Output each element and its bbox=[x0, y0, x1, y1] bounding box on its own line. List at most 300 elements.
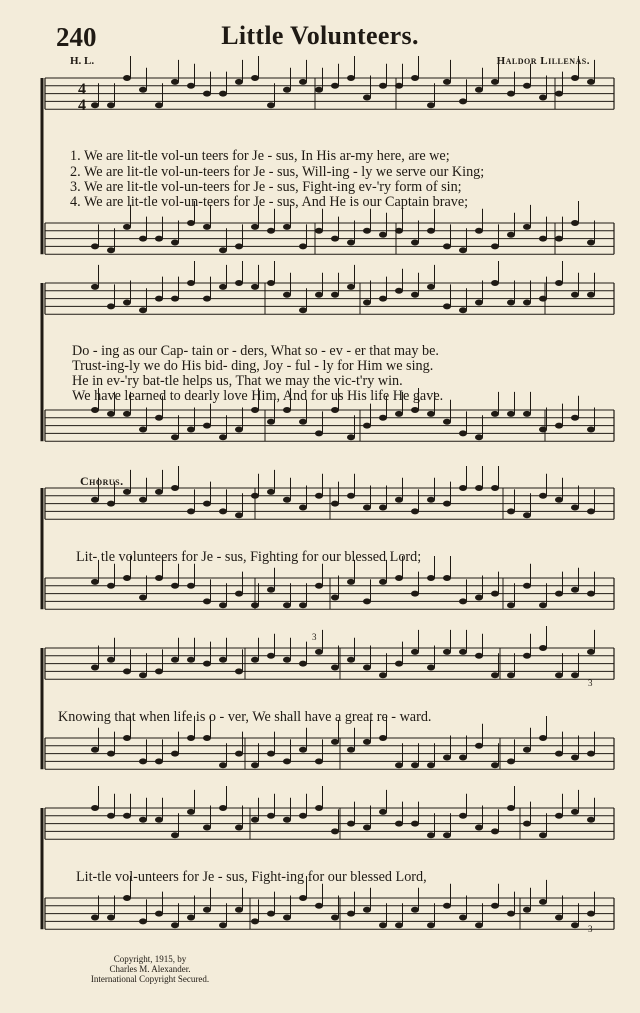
note-head bbox=[523, 747, 531, 753]
note-head bbox=[587, 79, 595, 85]
chorus-line-3: Lit-tle vol-unteers for Je - sus, Fight-ing for our blessed Lord, bbox=[76, 869, 427, 885]
note-head bbox=[235, 243, 243, 249]
note-head bbox=[267, 280, 275, 286]
note-head bbox=[443, 755, 451, 761]
note-head bbox=[475, 485, 483, 491]
note-head bbox=[555, 591, 563, 597]
note-head bbox=[267, 751, 275, 757]
note-head bbox=[475, 825, 483, 831]
note-head bbox=[539, 645, 547, 651]
note-head bbox=[475, 434, 483, 440]
note-head bbox=[539, 296, 547, 302]
note-head bbox=[395, 83, 403, 89]
note-head bbox=[363, 228, 371, 234]
note-head bbox=[555, 813, 563, 819]
note-head bbox=[459, 755, 467, 761]
author-initials: H. L. bbox=[70, 55, 95, 67]
verse-text: We are lit-tle vol-un-teers for Je - sus, Will-ing - ly we serve our King; bbox=[83, 164, 485, 180]
note-head bbox=[427, 762, 435, 768]
note-head bbox=[331, 407, 339, 413]
note-head bbox=[235, 751, 243, 757]
note-head bbox=[187, 735, 195, 741]
note-head bbox=[139, 672, 147, 678]
note-head bbox=[219, 247, 227, 253]
note-head bbox=[491, 672, 499, 678]
verse-number: 1. bbox=[70, 148, 81, 164]
note-head bbox=[187, 508, 195, 514]
note-head bbox=[379, 735, 387, 741]
note-head bbox=[187, 427, 195, 433]
note-head bbox=[235, 907, 243, 913]
note-head bbox=[507, 672, 515, 678]
note-head bbox=[107, 583, 115, 589]
note-head bbox=[139, 307, 147, 313]
note-head bbox=[219, 922, 227, 928]
verse-number: 4. bbox=[70, 194, 81, 210]
note-head bbox=[507, 602, 515, 608]
note-head bbox=[571, 292, 579, 298]
note-head bbox=[347, 240, 355, 246]
note-head bbox=[395, 497, 403, 503]
note-head bbox=[539, 493, 547, 499]
note-head bbox=[267, 489, 275, 495]
note-head bbox=[427, 922, 435, 928]
note-head bbox=[459, 98, 467, 104]
note-head bbox=[171, 657, 179, 663]
note-head bbox=[587, 751, 595, 757]
note-head bbox=[155, 489, 163, 495]
note-head bbox=[539, 899, 547, 905]
note-head bbox=[155, 911, 163, 917]
note-head bbox=[539, 735, 547, 741]
triplet-mark: 3 bbox=[588, 924, 593, 934]
note-head bbox=[475, 743, 483, 749]
note-head bbox=[491, 243, 499, 249]
note-head bbox=[427, 575, 435, 581]
note-head bbox=[427, 284, 435, 290]
note-head bbox=[395, 228, 403, 234]
note-head bbox=[539, 832, 547, 838]
note-head bbox=[443, 832, 451, 838]
note-head bbox=[379, 922, 387, 928]
note-head bbox=[539, 236, 547, 242]
note-head bbox=[315, 805, 323, 811]
note-head bbox=[411, 75, 419, 81]
note-head bbox=[171, 832, 179, 838]
note-head bbox=[283, 602, 291, 608]
verse-1-line-1 bbox=[70, 148, 450, 165]
note-head bbox=[491, 762, 499, 768]
note-head bbox=[363, 907, 371, 913]
note-head bbox=[251, 918, 259, 924]
verse-text: We are lit-tle vol-un-teers for Je - sus, Fight-ing ev-'ry form of sin; bbox=[83, 179, 462, 195]
note-head bbox=[219, 657, 227, 663]
note-head bbox=[283, 758, 291, 764]
note-head bbox=[555, 672, 563, 678]
note-head bbox=[123, 224, 131, 230]
note-head bbox=[283, 657, 291, 663]
note-head bbox=[571, 505, 579, 511]
note-head bbox=[139, 87, 147, 93]
note-head bbox=[203, 501, 211, 507]
note-head bbox=[91, 497, 99, 503]
note-head bbox=[139, 918, 147, 924]
note-head bbox=[123, 489, 131, 495]
note-head bbox=[107, 411, 115, 417]
note-head bbox=[379, 505, 387, 511]
note-head bbox=[203, 661, 211, 667]
note-head bbox=[251, 762, 259, 768]
note-head bbox=[315, 87, 323, 93]
note-head bbox=[219, 91, 227, 97]
note-head bbox=[459, 598, 467, 604]
note-head bbox=[411, 591, 419, 597]
note-head bbox=[299, 243, 307, 249]
note-head bbox=[331, 739, 339, 745]
note-head bbox=[571, 415, 579, 421]
note-head bbox=[411, 907, 419, 913]
note-head bbox=[251, 493, 259, 499]
note-head bbox=[555, 497, 563, 503]
note-head bbox=[411, 762, 419, 768]
note-head bbox=[123, 411, 131, 417]
note-head bbox=[523, 821, 531, 827]
note-head bbox=[475, 922, 483, 928]
note-head bbox=[299, 307, 307, 313]
note-head bbox=[331, 595, 339, 601]
note-head bbox=[107, 657, 115, 663]
note-head bbox=[91, 407, 99, 413]
note-head bbox=[363, 505, 371, 511]
note-head bbox=[459, 485, 467, 491]
note-head bbox=[171, 922, 179, 928]
verse-4-line-1 bbox=[70, 194, 468, 211]
note-head bbox=[219, 805, 227, 811]
note-head bbox=[299, 895, 307, 901]
note-head bbox=[267, 419, 275, 425]
note-head bbox=[347, 434, 355, 440]
note-head bbox=[267, 587, 275, 593]
note-head bbox=[507, 911, 515, 917]
note-head bbox=[379, 296, 387, 302]
note-head bbox=[555, 236, 563, 242]
hymn-title: Little Volunteers. bbox=[221, 21, 419, 50]
verse-2-line-2: Trust-ing-ly we do His bid- ding, Joy - ful - ly for Him we sing. bbox=[72, 358, 434, 374]
note-head bbox=[363, 825, 371, 831]
note-head bbox=[187, 220, 195, 226]
note-head bbox=[379, 232, 387, 238]
note-head bbox=[411, 649, 419, 655]
note-head bbox=[491, 828, 499, 834]
note-head bbox=[267, 653, 275, 659]
note-head bbox=[507, 508, 515, 514]
note-head bbox=[187, 915, 195, 921]
note-head bbox=[427, 497, 435, 503]
note-head bbox=[331, 292, 339, 298]
note-head bbox=[91, 665, 99, 671]
note-head bbox=[331, 665, 339, 671]
note-head bbox=[251, 602, 259, 608]
note-head bbox=[283, 292, 291, 298]
note-head bbox=[139, 236, 147, 242]
note-head bbox=[443, 79, 451, 85]
note-head bbox=[443, 501, 451, 507]
note-head bbox=[155, 758, 163, 764]
note-head bbox=[219, 284, 227, 290]
note-head bbox=[411, 407, 419, 413]
note-head bbox=[347, 75, 355, 81]
verse-number: 3. bbox=[70, 179, 81, 195]
verse-number: 2. bbox=[70, 164, 81, 180]
note-head bbox=[395, 922, 403, 928]
note-head bbox=[283, 224, 291, 230]
note-head bbox=[331, 828, 339, 834]
note-head bbox=[315, 493, 323, 499]
note-head bbox=[331, 501, 339, 507]
note-head bbox=[587, 911, 595, 917]
note-head bbox=[235, 591, 243, 597]
note-head bbox=[443, 419, 451, 425]
note-head bbox=[283, 915, 291, 921]
note-head bbox=[587, 508, 595, 514]
note-head bbox=[379, 83, 387, 89]
note-head bbox=[475, 228, 483, 234]
note-head bbox=[219, 508, 227, 514]
note-head bbox=[187, 657, 195, 663]
copyright-line: International Copyright Secured. bbox=[90, 974, 210, 984]
note-head bbox=[139, 427, 147, 433]
note-head bbox=[491, 280, 499, 286]
note-head bbox=[91, 102, 99, 108]
note-head bbox=[235, 668, 243, 674]
note-head bbox=[235, 427, 243, 433]
note-head bbox=[459, 649, 467, 655]
note-head bbox=[155, 236, 163, 242]
time-signature: 4 bbox=[78, 81, 86, 98]
note-head bbox=[299, 79, 307, 85]
note-head bbox=[171, 240, 179, 246]
note-head bbox=[555, 915, 563, 921]
note-head bbox=[443, 903, 451, 909]
note-head bbox=[171, 434, 179, 440]
note-head bbox=[491, 79, 499, 85]
note-head bbox=[331, 236, 339, 242]
note-head bbox=[507, 758, 515, 764]
note-head bbox=[459, 813, 467, 819]
note-head bbox=[587, 649, 595, 655]
note-head bbox=[155, 415, 163, 421]
note-head bbox=[507, 805, 515, 811]
note-head bbox=[155, 575, 163, 581]
note-head bbox=[251, 75, 259, 81]
note-head bbox=[459, 430, 467, 436]
note-head bbox=[539, 602, 547, 608]
note-head bbox=[187, 583, 195, 589]
note-head bbox=[587, 591, 595, 597]
note-head bbox=[155, 102, 163, 108]
note-head bbox=[411, 240, 419, 246]
note-head bbox=[395, 821, 403, 827]
note-head bbox=[123, 575, 131, 581]
note-head bbox=[523, 224, 531, 230]
chorus-line-1: Lit- tle volunteers for Je - sus, Fighting for our blessed Lord; bbox=[76, 549, 422, 565]
page-number: 240 bbox=[56, 22, 97, 52]
note-head bbox=[523, 300, 531, 306]
note-head bbox=[171, 485, 179, 491]
note-head bbox=[123, 813, 131, 819]
note-head bbox=[203, 735, 211, 741]
note-head bbox=[171, 751, 179, 757]
note-head bbox=[107, 501, 115, 507]
composer-name: Haldor Lillenas. bbox=[496, 55, 590, 67]
chorus-line-2: Knowing that when life is o - ver, We shall have a great re - ward. bbox=[58, 709, 432, 725]
note-head bbox=[315, 292, 323, 298]
note-head bbox=[491, 903, 499, 909]
note-head bbox=[91, 915, 99, 921]
note-head bbox=[267, 813, 275, 819]
note-head bbox=[219, 762, 227, 768]
note-head bbox=[123, 895, 131, 901]
note-head bbox=[267, 911, 275, 917]
note-head bbox=[203, 907, 211, 913]
verse-3-line-2: He in ev-'ry bat-tle helps us, That we may the vic-t'ry win. bbox=[72, 373, 403, 389]
note-head bbox=[395, 288, 403, 294]
note-head bbox=[443, 303, 451, 309]
note-head bbox=[411, 292, 419, 298]
note-head bbox=[395, 411, 403, 417]
note-head bbox=[315, 758, 323, 764]
note-head bbox=[299, 813, 307, 819]
note-head bbox=[283, 497, 291, 503]
note-head bbox=[299, 602, 307, 608]
note-head bbox=[203, 598, 211, 604]
note-head bbox=[203, 224, 211, 230]
note-head bbox=[587, 817, 595, 823]
note-head bbox=[251, 657, 259, 663]
note-head bbox=[315, 430, 323, 436]
note-head bbox=[379, 579, 387, 585]
note-head bbox=[555, 423, 563, 429]
note-head bbox=[139, 758, 147, 764]
note-head bbox=[571, 922, 579, 928]
note-head bbox=[315, 583, 323, 589]
note-head bbox=[203, 296, 211, 302]
note-head bbox=[395, 762, 403, 768]
note-head bbox=[379, 809, 387, 815]
note-head bbox=[283, 87, 291, 93]
note-head bbox=[539, 427, 547, 433]
note-head bbox=[571, 672, 579, 678]
note-head bbox=[475, 595, 483, 601]
note-head bbox=[571, 809, 579, 815]
note-head bbox=[427, 102, 435, 108]
note-head bbox=[347, 657, 355, 663]
note-head bbox=[299, 419, 307, 425]
note-head bbox=[251, 284, 259, 290]
note-head bbox=[363, 95, 371, 101]
note-head bbox=[155, 668, 163, 674]
note-head bbox=[539, 95, 547, 101]
note-head bbox=[187, 280, 195, 286]
note-head bbox=[251, 224, 259, 230]
note-head bbox=[171, 296, 179, 302]
note-head bbox=[427, 665, 435, 671]
note-head bbox=[107, 247, 115, 253]
note-head bbox=[299, 747, 307, 753]
note-head bbox=[523, 583, 531, 589]
note-head bbox=[523, 907, 531, 913]
note-head bbox=[91, 805, 99, 811]
note-head bbox=[347, 821, 355, 827]
note-head bbox=[523, 83, 531, 89]
note-head bbox=[107, 102, 115, 108]
note-head bbox=[571, 75, 579, 81]
note-head bbox=[155, 296, 163, 302]
note-head bbox=[107, 813, 115, 819]
note-head bbox=[491, 591, 499, 597]
note-head bbox=[267, 228, 275, 234]
note-head bbox=[411, 508, 419, 514]
note-head bbox=[299, 505, 307, 511]
copyright-notice bbox=[0, 954, 300, 984]
note-head bbox=[475, 300, 483, 306]
note-head bbox=[555, 91, 563, 97]
note-head bbox=[443, 243, 451, 249]
note-head bbox=[123, 668, 131, 674]
note-head bbox=[155, 817, 163, 823]
copyright-line: Charles M. Alexander. bbox=[109, 964, 191, 974]
note-head bbox=[347, 493, 355, 499]
note-head bbox=[363, 300, 371, 306]
note-head bbox=[91, 284, 99, 290]
note-head bbox=[251, 817, 259, 823]
note-head bbox=[347, 911, 355, 917]
note-head bbox=[219, 602, 227, 608]
note-head bbox=[459, 915, 467, 921]
note-head bbox=[139, 595, 147, 601]
note-head bbox=[555, 751, 563, 757]
note-head bbox=[379, 415, 387, 421]
note-head bbox=[395, 575, 403, 581]
triplet-mark: 3 bbox=[312, 632, 317, 642]
time-signature: 4 bbox=[78, 97, 86, 114]
note-head bbox=[123, 735, 131, 741]
note-head bbox=[507, 411, 515, 417]
note-head bbox=[571, 587, 579, 593]
note-head bbox=[443, 649, 451, 655]
note-head bbox=[187, 83, 195, 89]
note-head bbox=[283, 817, 291, 823]
note-head bbox=[363, 598, 371, 604]
note-head bbox=[91, 243, 99, 249]
note-head bbox=[203, 825, 211, 831]
note-head bbox=[459, 247, 467, 253]
note-head bbox=[523, 512, 531, 518]
note-head bbox=[443, 575, 451, 581]
note-head bbox=[347, 747, 355, 753]
note-head bbox=[235, 280, 243, 286]
note-head bbox=[587, 427, 595, 433]
note-head bbox=[459, 307, 467, 313]
note-head bbox=[507, 300, 515, 306]
note-head bbox=[571, 220, 579, 226]
note-head bbox=[251, 407, 259, 413]
note-head bbox=[299, 661, 307, 667]
note-head bbox=[491, 485, 499, 491]
note-head bbox=[363, 739, 371, 745]
note-head bbox=[507, 232, 515, 238]
note-head bbox=[187, 809, 195, 815]
